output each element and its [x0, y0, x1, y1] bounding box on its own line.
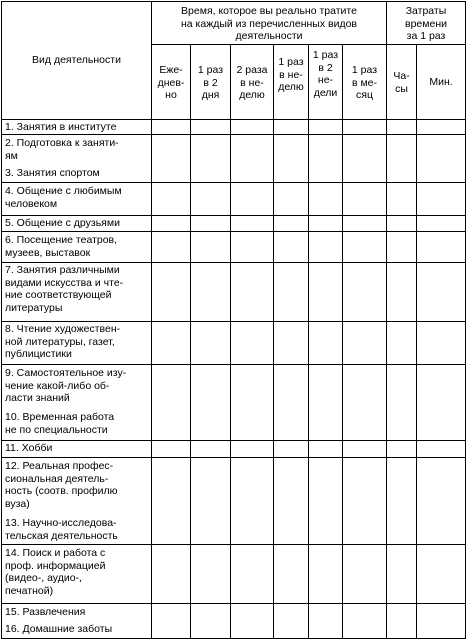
header-freq-monthly: 1 раз в ме- сяц	[351, 64, 378, 101]
row-separator	[1, 321, 466, 322]
activity-label: 8. Чтение художествен- ной литературы, газет, публицистики	[5, 323, 121, 360]
activity-label: 5. Общение с друзьями	[5, 217, 120, 229]
activity-label: 11. Хобби	[5, 442, 53, 454]
table-border-top	[1, 1, 466, 2]
row-separator	[1, 231, 466, 232]
activity-label: 7. Занятия различными видами искусства и чте- ние соответствующей литературы	[5, 264, 124, 314]
activity-label: 13. Научно-исследова- тельская деятельность	[5, 517, 118, 542]
activity-label: 9. Самостоятельное изу- чение какой-либо об- ласти знаний	[5, 367, 127, 404]
header-freq-daily: Еже- днев- но	[157, 64, 185, 101]
activity-label: 2. Подготовка к заняти- ям	[5, 137, 119, 162]
activity-label: 6. Посещение театров, музеев, выставок	[5, 234, 118, 259]
activity-label: 4. Общение с любимым человеком	[5, 185, 122, 210]
activity-label: 1. Занятия в институте	[5, 121, 117, 133]
row-separator	[1, 544, 466, 545]
header-bottom-line	[1, 119, 466, 120]
activity-label: 10. Временная работа не по специальности	[5, 411, 115, 436]
header-minutes: Мин.	[429, 76, 453, 88]
header-freq-twiceweek: 2 раза в не- делю	[236, 64, 268, 101]
header-freq-every2weeks: 1 раз в 2 не- дели	[312, 49, 339, 99]
activity-label: 12. Реальная профес- сиональная деятель- ность (соотв. профилю вуза)	[5, 460, 118, 510]
row-separator	[1, 262, 466, 263]
table-border-bottom	[1, 638, 466, 639]
header-freq-weekly: 1 раз в не- делю	[278, 56, 304, 93]
row-separator	[1, 364, 466, 365]
row-separator	[1, 215, 466, 216]
activity-label: 16. Домашние заботы	[5, 623, 113, 635]
row-separator	[1, 457, 466, 458]
activity-label: 3. Занятия спортом	[5, 167, 100, 179]
header-activity-type: Вид деятельности	[32, 54, 121, 66]
row-separator	[1, 182, 466, 183]
header-freq-every2days: 1 раз в 2 дня	[197, 64, 224, 101]
activity-label: 15. Развлечения	[5, 606, 86, 618]
row-separator	[1, 603, 466, 604]
activity-label: 14. Поиск и работа с проф. информацией (видео-, аудио-, печатной)	[5, 547, 106, 597]
row-separator	[1, 134, 466, 135]
row-separator	[1, 440, 466, 441]
header-time-cost: Затраты времени за 1 раз	[405, 5, 447, 42]
header-time-spent: Время, которое вы реально тратите на каждый из перечисленных видов деятельности	[180, 5, 357, 42]
header-hours: Ча- сы	[393, 70, 410, 95]
